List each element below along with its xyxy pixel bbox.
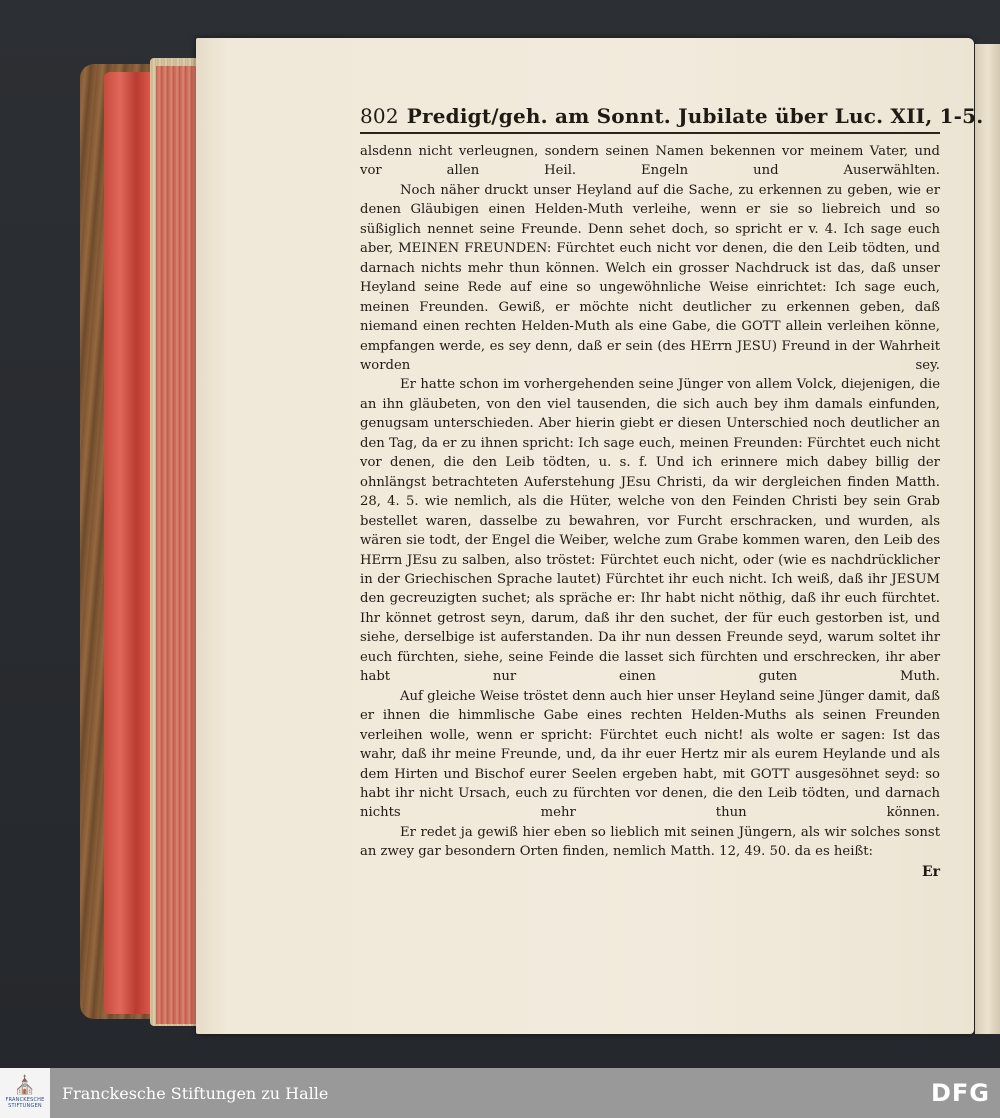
page-number: 802 [360,104,399,128]
dfg-logo[interactable]: DFG [930,1079,990,1107]
paragraph-4: Auf gleiche Weise tröstet denn auch hier unser Heyland seine Jünger damit, daß er ihnen die himmlische Gabe eines rechten Helden-Muths als seinen Freunden verleihen wolle, wenn er spricht: Fürchtet euch nicht! als wolte er sagen: Ist das wahr, daß ihr meine Freunde, und, da ihr euer Hertz mir als eurem Heylande und als dem Hirten und Bischof eurer Seelen ergeben habt, mit GOTT ausgesöhnet seyd: so habt ihr nicht Ursach, euch zu fürchten vor denen, die den Leib tödten, und darnach nichts mehr thun können. [360,688,940,821]
page-text [360,104,984,880]
book-red-edge [104,72,150,1014]
running-header [360,104,984,134]
running-title: Predigt/geh. am Sonnt. Jubilate über Luc. XII, 1-5. [406,104,984,128]
franckesche-logo[interactable] [0,1068,50,1118]
institution-name[interactable]: Franckesche Stiftungen zu Halle [62,1083,329,1103]
catchword: Er [921,863,940,880]
logo-text: FRANCKESCHE STIFTUNGEN [5,1097,45,1109]
page-stack-red-edge [156,66,196,1024]
building-icon: ⛪ [13,1075,37,1096]
paragraph-1: alsdenn nicht verleugnen, sondern seinen Namen bekennen vor meinem Vater, und vor allen Heil. Engeln und Auserwählten. [360,144,940,179]
paragraph-2: Noch näher druckt unser Heyland auf die Sache, zu erkennen zu geben, wie er denen Gläubigen einen Helden-Muth verleihe, wenn er sie so liebreich und so süßiglich nennet seine Freunde. Denn sehet doch, so spricht er v. 4. Ich sage euch aber, MEINEN FREUNDEN: Fürchtet euch nicht vor denen, die den Leib tödten, und darnach nichts mehr thun können. Welch ein grosser Nachdruck ist das, daß unser Heyland seine Rede auf eine so ungewöhnliche Weise einrichtet: Ich sage euch, meinen Freunden. Gewiß, er möchte nicht deutlicher zu erkennen geben, daß niemand einen rechten Helden-Muth als eine Gabe, die GOTT allein verleihen könne, empfangen werde, es sey denn, daß er sein (des HErrn JESU) Freund in der Wahrheit worden sey. [360,182,940,373]
paragraph-5: Er redet ja gewiß hier eben so lieblich mit seinen Jüngern, als wir solches sonst an zwey gar besondern Orten finden, nemlich Matth. 12, 49. 50. da es heißt: [360,824,940,860]
paragraph-3: Er hatte schon im vorhergehenden seine Jünger von allem Volck, diejenigen, die an ihn gläubeten, von den viel tausenden, die sich auch bey ihm damals einfunden, genugsam unterschieden. Aber hierin giebt er diesen Unterschied noch deutlicher an den Tag, da er zu ihnen spricht: Ich sage euch, meinen Freunden: Fürchtet euch nicht vor denen, die den Leib tödten, u. s. f. Und ich erinnere mich dabey billig der ohnlängst betrachteten Auferstehung JEsu Christi, da wir dergleichen finden Matth. 28, 4. 5. wie nemlich, als die Hüter, welche von den Feinden Christi bey sein Grab bestellet waren, dasselbe zu bewahren, vor Furcht erschracken, und wurden, als wären sie todt, der Engel die Weiber, welche zum Grabe kommen waren, den Leib des HErrn JEsu zu salben, also tröstet: Fürchtet euch nicht, oder (wie es nachdrücklicher in der Griechischen Sprache lautet) Fürchtet ihr euch nicht. Ich weiß, daß ihr JESUM den gecreuzigten suchet; als spräche er: Ihr habt nicht nöthig, daß ihr euch fürchtet. Ihr könnet getrost seyn, darum, daß ihr den suchet, der für euch gestorben ist, und siehe, derselbige ist auferstanden. Da ihr nun dessen Freunde seyd, warum soltet ihr euch fürchten, siehe, seine Feinde die lasset sich fürchten und erschrecken, ihr aber habt nur einen guten Muth. [360,377,940,685]
facing-page-edge [975,44,1000,1034]
footer-bar [0,1068,1000,1118]
